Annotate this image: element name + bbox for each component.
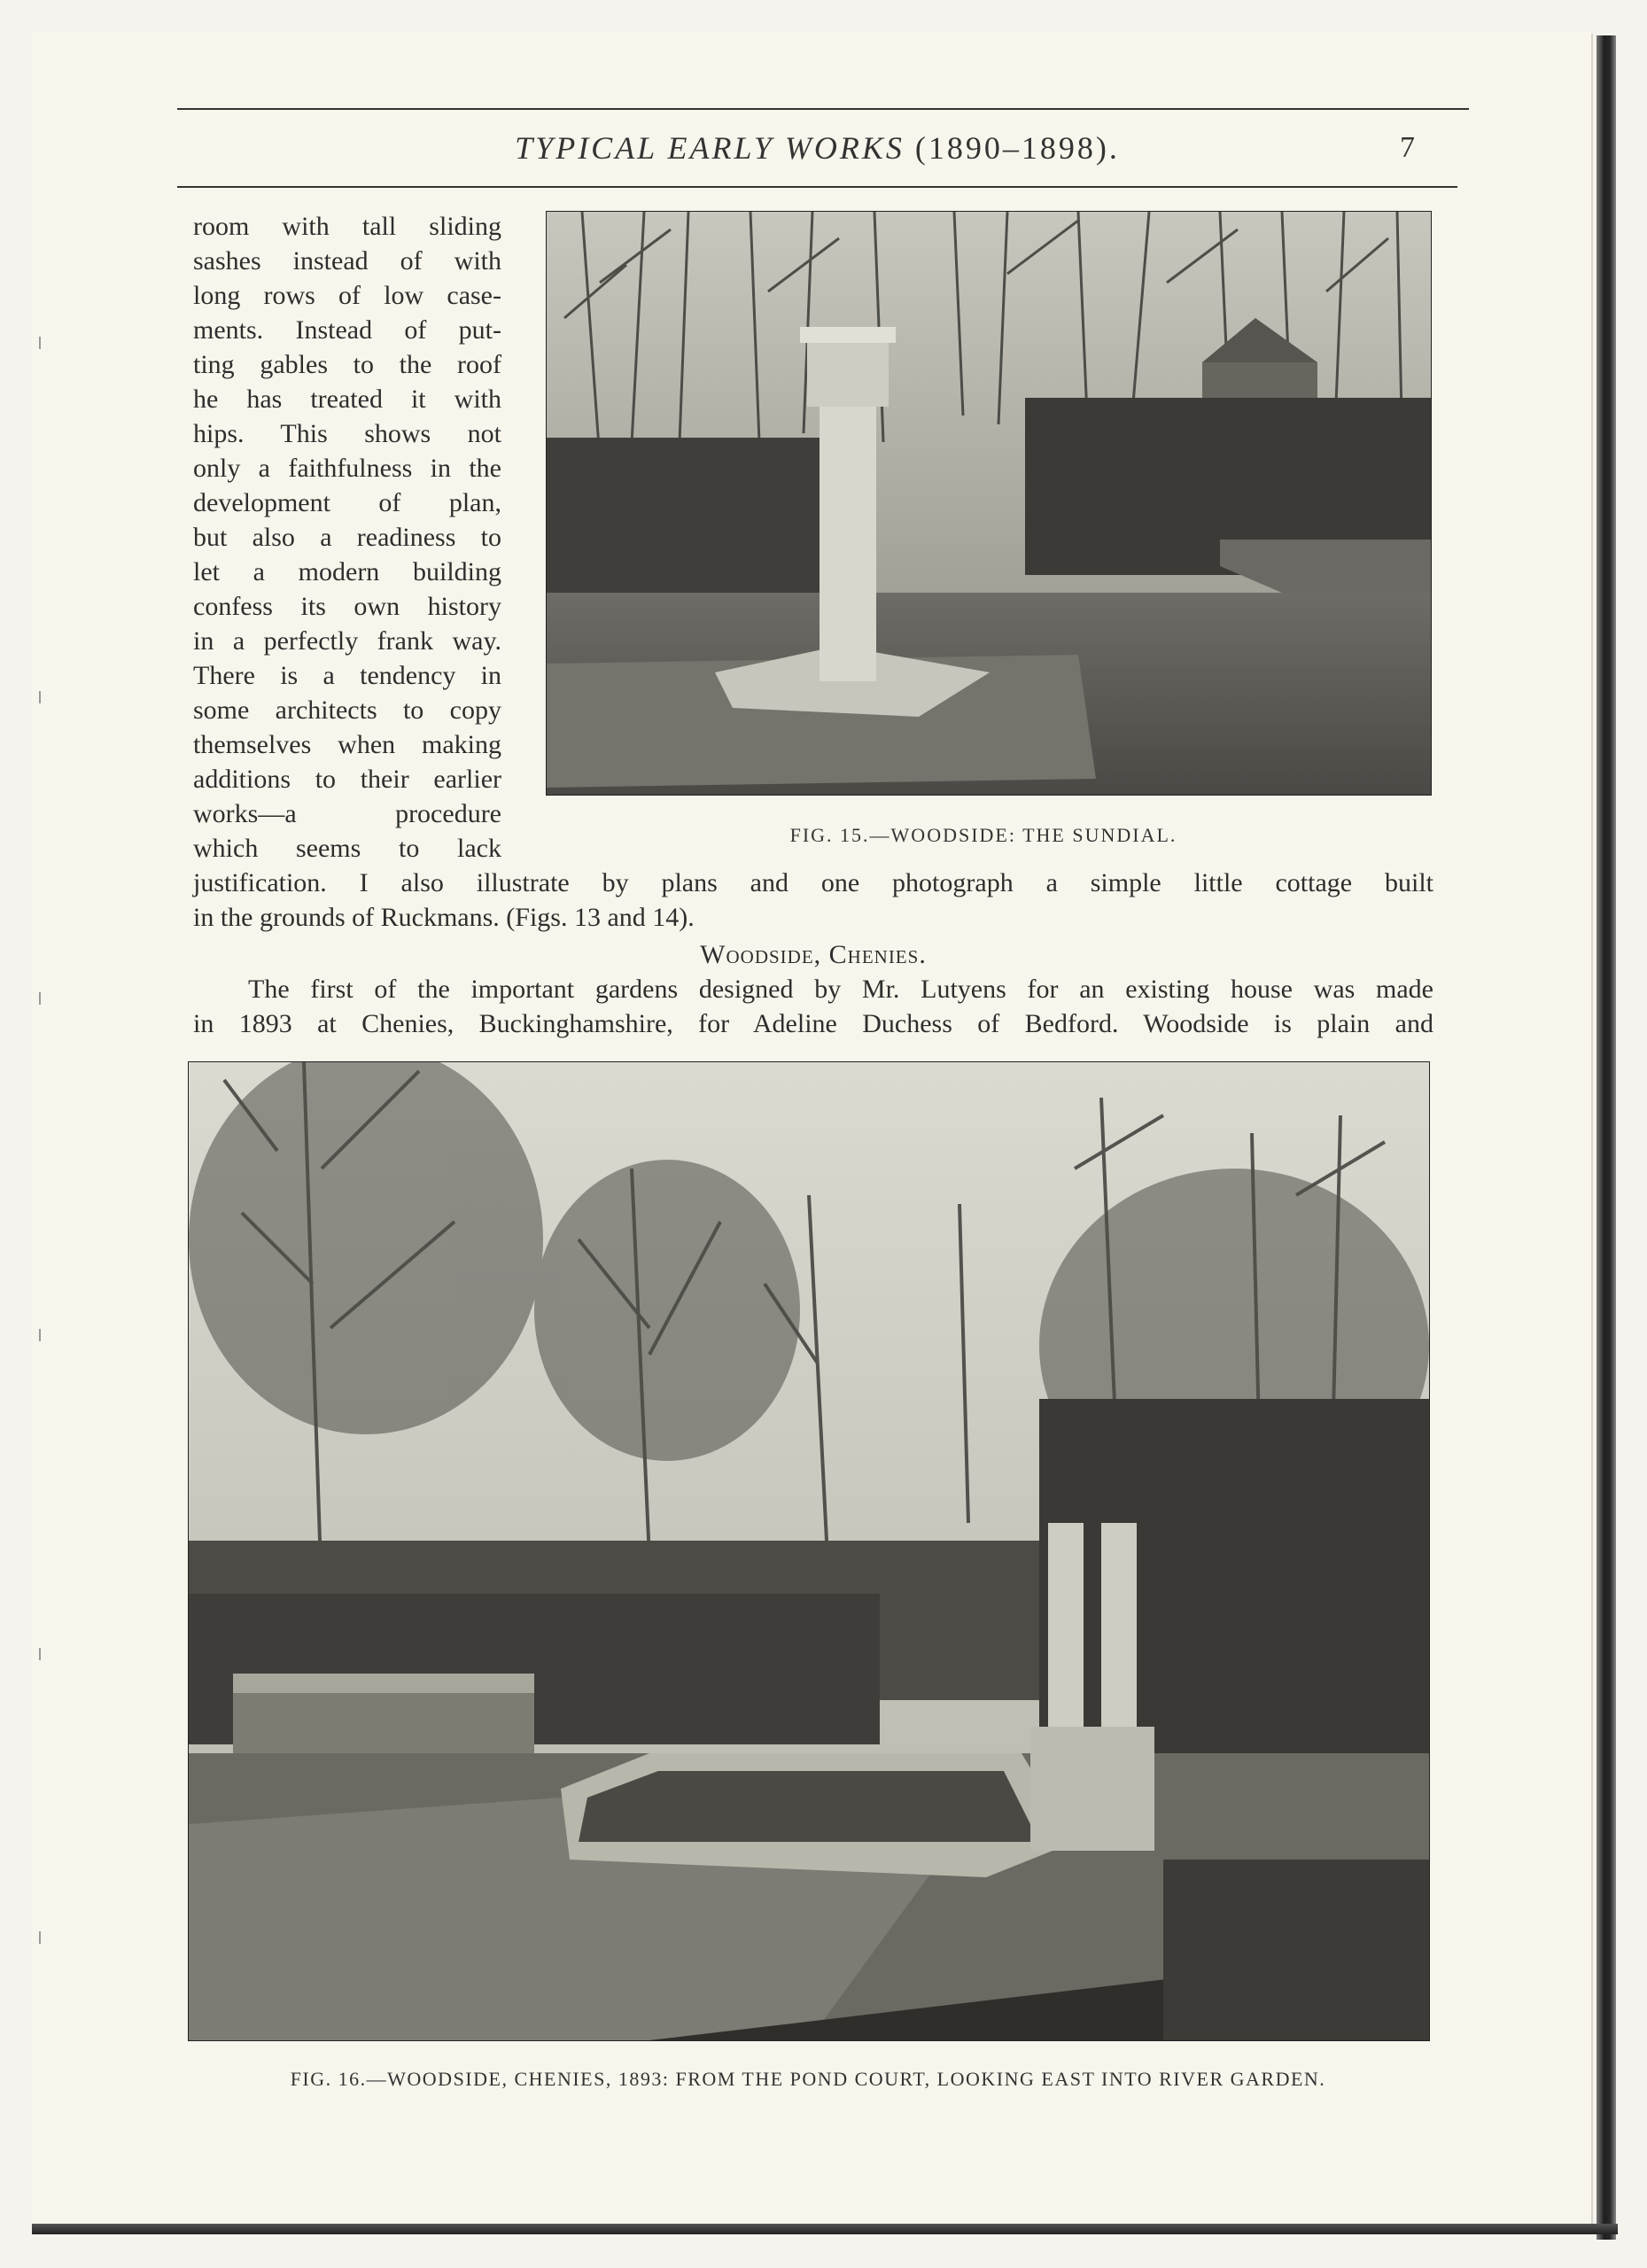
text-line: room with tall sliding xyxy=(193,212,501,241)
fig16-caption: FIG. 16.—WOODSIDE, CHENIES, 1893: FROM THE POND COURT, LOOKING EAST INTO RIVER GARDEN. xyxy=(290,2068,1326,2090)
text-line: ments. Instead of put- xyxy=(193,315,501,345)
paragraph-first-line: The first of the important gardens designed by Mr. Lutyens for an existing house was made xyxy=(248,975,1433,1004)
header-bottom-rule xyxy=(177,186,1457,188)
text-line: hips. This shows not xyxy=(193,419,501,448)
text-line: in 1893 at Chenies, Buckinghamshire, for Adeline Duchess of Bedford. Woodside is plain and xyxy=(193,1009,1433,1038)
column-text xyxy=(193,209,501,866)
section-title: Woodside, Chenies. xyxy=(700,940,927,969)
margin-mark xyxy=(39,337,41,349)
text-line: only a faithfulness in the xyxy=(193,454,501,483)
fig15-caption: FIG. 15.—WOODSIDE: THE SUNDIAL. xyxy=(789,824,1177,846)
text-line: which seems to lack xyxy=(193,834,501,863)
margin-mark xyxy=(39,1931,41,1944)
text-line: There is a tendency in xyxy=(193,661,501,690)
margin-mark xyxy=(39,992,41,1005)
fig16-garden-photo xyxy=(188,1061,1430,2041)
running-title: TYPICAL EARLY WORKS xyxy=(515,130,905,166)
text-line: but also a readiness to xyxy=(193,523,501,552)
running-head xyxy=(177,129,1457,174)
text-line: sashes instead of with xyxy=(193,246,501,276)
text-line: confess its own history xyxy=(193,592,501,621)
text-line: let a modern building xyxy=(193,557,501,586)
margin-mark xyxy=(39,1329,41,1341)
page-number: 7 xyxy=(1400,131,1415,164)
fig15-sundial-photo xyxy=(546,211,1432,796)
text-line: some architects to copy xyxy=(193,695,501,725)
header-top-rule xyxy=(177,108,1469,110)
text-line: works—a procedure xyxy=(193,799,501,828)
page-spine-shadow xyxy=(1597,35,1616,2240)
text-line: long rows of low case- xyxy=(193,281,501,310)
text-line: in a perfectly frank way. xyxy=(193,626,501,656)
margin-mark xyxy=(39,691,41,703)
text-line: themselves when making xyxy=(193,730,501,759)
running-dates: (1890–1898). xyxy=(914,130,1120,166)
text-line: development of plan, xyxy=(193,488,501,517)
text-line: he has treated it with xyxy=(193,384,501,414)
text-line: in the grounds of Ruckmans. (Figs. 13 and 14). xyxy=(193,903,695,932)
text-line: additions to their earlier xyxy=(193,765,501,794)
text-line: justification. I also illustrate by plans and one photograph a simple little cottage built xyxy=(193,868,1433,897)
margin-mark xyxy=(39,1648,41,1660)
page-bottom-edge xyxy=(32,2224,1618,2234)
text-line: ting gables to the roof xyxy=(193,350,501,379)
